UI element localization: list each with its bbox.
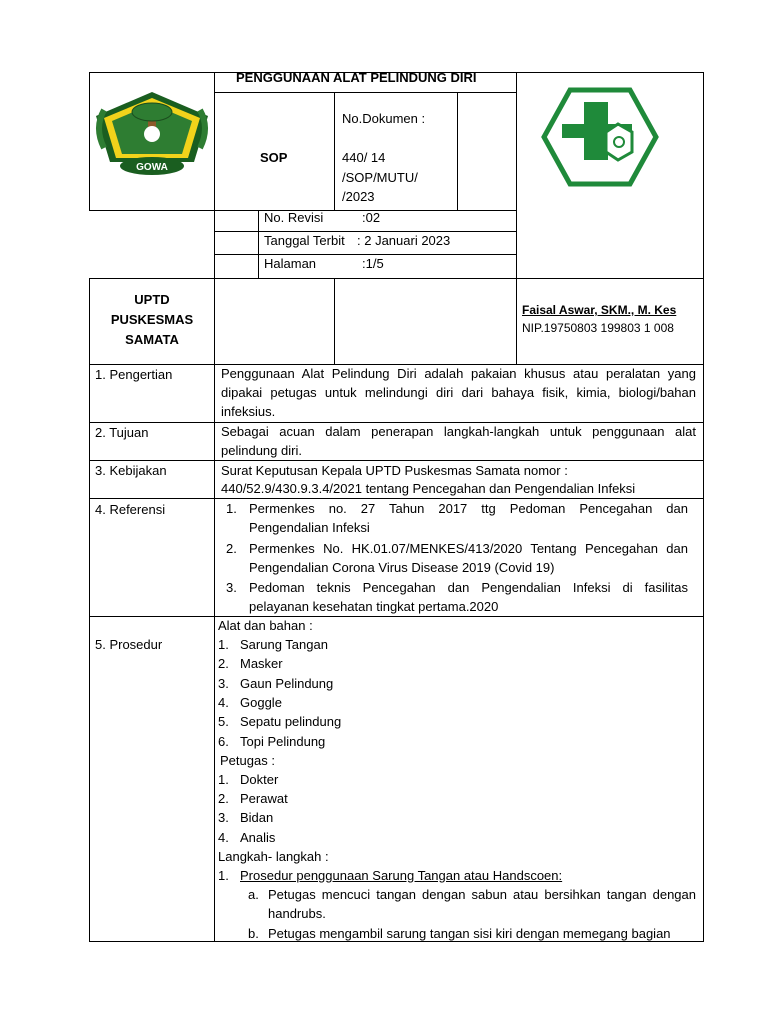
petugas-heading: Petugas : bbox=[220, 753, 275, 768]
alat-heading: Alat dan bahan : bbox=[218, 618, 313, 633]
document-title: PENGGUNAAN ALAT PELINDUNG DIRI bbox=[236, 70, 477, 85]
referensi-num-1: 1. bbox=[226, 501, 237, 516]
petugas-item-3: Bidan bbox=[240, 810, 274, 825]
petugas-num-1: 1. bbox=[218, 772, 229, 787]
section-text-pengertian: Penggunaan Alat Pelindung Diri adalah pakaian khusus atau peralatan yang dipakai petugas untuk melindungi diri dari bahaya fisik, kimia, biologi/bahan infeksius. bbox=[221, 366, 696, 419]
signer-name: Faisal Aswar, SKM., M. Kes bbox=[522, 303, 677, 317]
petugas-num-4: 4. bbox=[218, 830, 229, 845]
petugas-item-2: Perawat bbox=[240, 791, 288, 806]
langkah-num-1: 1. bbox=[218, 868, 229, 883]
alat-item-1: Sarung Tangan bbox=[240, 637, 328, 652]
signer-nip: NIP.19750803 199803 1 008 bbox=[522, 321, 674, 335]
gowa-regency-logo bbox=[90, 88, 214, 180]
sop-label: SOP bbox=[260, 150, 288, 165]
petugas-num-3: 3. bbox=[218, 810, 229, 825]
sub-num-a: a. bbox=[248, 887, 259, 902]
alat-item-6: Topi Pelindung bbox=[240, 734, 326, 749]
alat-num-6: 6. bbox=[218, 734, 229, 749]
petugas-item-1: Dokter bbox=[240, 772, 279, 787]
sub-item-b: Petugas mengambil sarung tangan sisi kiri dengan memegang bagian bbox=[268, 926, 671, 941]
kebijakan-line-1: Surat Keputusan Kepala UPTD Puskesmas Samata nomor : bbox=[221, 463, 568, 478]
referensi-num-2: 2. bbox=[226, 541, 237, 556]
issue-date-label: Tanggal Terbit bbox=[264, 233, 345, 248]
referensi-item-2: Permenkes No. HK.01.07/MENKES/413/2020 Tentang Pencegahan dan Pengendalian Corona Virus Disease 2019 (Covid 19) bbox=[249, 541, 688, 575]
issue-date-value: : 2 Januari 2023 bbox=[357, 233, 451, 248]
section-label-pengertian: 1. Pengertian bbox=[95, 367, 173, 382]
alat-num-5: 5. bbox=[218, 714, 229, 729]
doc-number-line-2: /SOP/MUTU/ bbox=[342, 170, 418, 185]
petugas-num-2: 2. bbox=[218, 791, 229, 806]
doc-number-line-1: 440/ 14 bbox=[342, 150, 386, 165]
alat-num-4: 4. bbox=[218, 695, 229, 710]
org-name-line-3: SAMATA bbox=[125, 332, 179, 347]
doc-number-line-3: /2023 bbox=[342, 189, 375, 204]
gowa-logo-text: GOWA bbox=[136, 162, 168, 173]
alat-num-2: 2. bbox=[218, 656, 229, 671]
section-label-kebijakan: 3. Kebijakan bbox=[95, 463, 167, 478]
page-value: :1/5 bbox=[362, 256, 384, 271]
puskesmas-cross-logo bbox=[540, 86, 660, 188]
org-name-line-1: UPTD bbox=[134, 292, 170, 307]
referensi-num-3: 3. bbox=[226, 580, 237, 595]
alat-num-1: 1. bbox=[218, 637, 229, 652]
section-label-prosedur: 5. Prosedur bbox=[95, 637, 163, 652]
sub-item-a: Petugas mencuci tangan dengan sabun atau bersihkan tangan dengan handrubs. bbox=[268, 887, 696, 921]
referensi-item-1: Permenkes no. 27 Tahun 2017 ttg Pedoman Pencegahan dan Pengendalian Infeksi bbox=[249, 501, 688, 535]
revision-label: No. Revisi bbox=[264, 210, 324, 225]
alat-num-3: 3. bbox=[218, 676, 229, 691]
revision-value: :02 bbox=[362, 210, 381, 225]
alat-item-4: Goggle bbox=[240, 695, 282, 710]
section-label-tujuan: 2. Tujuan bbox=[95, 425, 149, 440]
alat-item-5: Sepatu pelindung bbox=[240, 714, 342, 729]
kebijakan-line-2: 440/52.9/430.9.3.4/2021 tentang Pencegahan dan Pengendalian Infeksi bbox=[221, 481, 636, 496]
org-name-line-2: PUSKESMAS bbox=[110, 312, 194, 327]
sub-num-b: b. bbox=[248, 926, 259, 941]
section-label-referensi: 4. Referensi bbox=[95, 502, 166, 517]
section-text-tujuan: Sebagai acuan dalam penerapan langkah-langkah untuk penggunaan alat pelindung diri. bbox=[221, 424, 696, 458]
alat-item-2: Masker bbox=[240, 656, 283, 671]
page-label: Halaman bbox=[264, 256, 317, 271]
doc-number-label: No.Dokumen : bbox=[342, 111, 426, 126]
alat-item-3: Gaun Pelindung bbox=[240, 676, 334, 691]
petugas-item-4: Analis bbox=[240, 830, 276, 845]
referensi-item-3: Pedoman teknis Pencegahan dan Pengendalian Infeksi di fasilitas pelayanan kesehatan tingkat pertama.2020 bbox=[249, 580, 688, 614]
langkah-item-1: Prosedur penggunaan Sarung Tangan atau Handscoen: bbox=[240, 868, 563, 883]
langkah-heading: Langkah- langkah : bbox=[218, 849, 329, 864]
